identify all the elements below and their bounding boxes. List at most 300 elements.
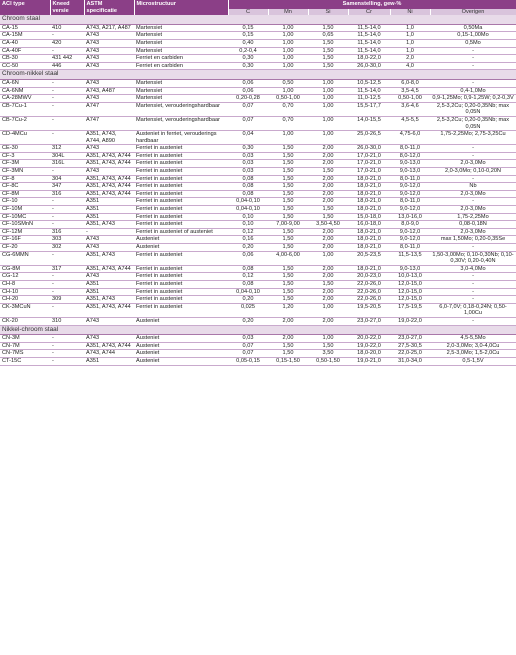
cell-mn: 1,50 xyxy=(268,236,308,244)
cell-c: 0,20 xyxy=(228,244,268,252)
cell-cr: 15,5-17,7 xyxy=(348,102,390,116)
cell-aci-type: CN-3M xyxy=(0,335,50,343)
table-row xyxy=(0,145,516,153)
cell-si: 2,00 xyxy=(308,190,348,198)
cell-ni: 11,5-13,5 xyxy=(390,251,430,265)
cell-aci-type: CA-15 xyxy=(0,24,50,32)
cell-aci-type: CF-3 xyxy=(0,152,50,160)
cell-overigen: 0,08-0,18N xyxy=(430,221,516,229)
cell-cr: 11,5-14,0 xyxy=(348,32,390,40)
cell-aci-type: CF-10MC xyxy=(0,213,50,221)
cell-si: 1,50 xyxy=(308,342,348,350)
cell-aci-type: CA-6NM xyxy=(0,87,50,95)
cell-cr: 23,0-27,0 xyxy=(348,317,390,325)
cell-cr: 17,0-21,0 xyxy=(348,168,390,176)
cell-mn: 1,50 xyxy=(268,160,308,168)
cell-mn: 1,50 xyxy=(268,244,308,252)
cell-microstructuur: Austeniet xyxy=(134,335,228,343)
table-row xyxy=(0,265,516,273)
cell-overigen: - xyxy=(430,273,516,281)
cell-microstructuur: Ferriet in austeniet xyxy=(134,296,228,304)
cell-c: 0,08 xyxy=(228,190,268,198)
cell-aci-type: CF-10SMnN xyxy=(0,221,50,229)
cell-kneed-versie: - xyxy=(50,280,84,288)
cell-overigen: - xyxy=(430,296,516,304)
col-aci-type: ACI type xyxy=(0,0,50,15)
table-row xyxy=(0,213,516,221)
cell-kneed-versie: 316L xyxy=(50,160,84,168)
cell-kneed-versie: - xyxy=(50,198,84,206)
cell-astm: A351, A743, A744 xyxy=(84,190,134,198)
cell-si: 1,50 xyxy=(308,39,348,47)
cell-aci-type: CH-10 xyxy=(0,288,50,296)
cell-cr: 20,5-23,5 xyxy=(348,251,390,265)
cell-c: 0,05-0,15 xyxy=(228,357,268,365)
cell-c: 0,07 xyxy=(228,342,268,350)
cell-microstructuur: Ferriet in austeniet xyxy=(134,288,228,296)
cell-microstructuur: Martensiet xyxy=(134,87,228,95)
table-row xyxy=(0,357,516,365)
cell-overigen: - xyxy=(430,152,516,160)
cell-mn: 1,50 xyxy=(268,168,308,176)
cell-mn: 1,50 xyxy=(268,206,308,214)
cell-mn: 1,50 xyxy=(268,288,308,296)
table-row xyxy=(0,32,516,40)
cell-aci-type: CG-12 xyxy=(0,273,50,281)
cell-cr: 19,0-22,0 xyxy=(348,342,390,350)
cell-overigen: 4,5-5,5Mo xyxy=(430,335,516,343)
cell-c: 0,10 xyxy=(228,213,268,221)
cell-c: 0,03 xyxy=(228,152,268,160)
cell-microstructuur: Ferriet in austeniet xyxy=(134,265,228,273)
cell-overigen: Nb xyxy=(430,183,516,191)
cell-aci-type: CF-8M xyxy=(0,190,50,198)
cell-cr: 20,0-22,0 xyxy=(348,335,390,343)
table-row xyxy=(0,317,516,325)
cell-kneed-versie: 304L xyxy=(50,152,84,160)
cell-microstructuur: Ferriet in austeniet xyxy=(134,168,228,176)
section-header xyxy=(0,15,516,24)
table-row xyxy=(0,335,516,343)
table-row xyxy=(0,251,516,265)
cell-si: 0,65 xyxy=(308,32,348,40)
cell-mn: 1,50 xyxy=(268,183,308,191)
cell-astm: A351, A743, A744 xyxy=(84,183,134,191)
cell-c: 0,06 xyxy=(228,251,268,265)
cell-mn: 2,00 xyxy=(268,317,308,325)
cell-cr: 20,0-23,0 xyxy=(348,273,390,281)
cell-aci-type: CF-3MN xyxy=(0,168,50,176)
table-row xyxy=(0,152,516,160)
cell-ni: 0,50-1,00 xyxy=(390,95,430,103)
cell-si: 2,00 xyxy=(308,145,348,153)
cell-astm: A351, A743, A744 xyxy=(84,265,134,273)
cell-astm: A743 xyxy=(84,335,134,343)
cell-aci-type: CH-8 xyxy=(0,280,50,288)
cell-overigen: - xyxy=(430,62,516,70)
cell-c: 0,08 xyxy=(228,265,268,273)
cell-aci-type: CK-3MCuN xyxy=(0,303,50,317)
cell-mn: 2,00 xyxy=(268,335,308,343)
cell-microstructuur: Austeniet in ferriet, verouderings​hardbaar xyxy=(134,131,228,145)
cell-si: 2,00 xyxy=(308,198,348,206)
header-row xyxy=(0,0,516,9)
cell-c: 0,2-0,4 xyxy=(228,47,268,55)
col-samenstelling: Samenstelling, gew-% xyxy=(228,0,516,9)
cell-ni: 8,0-9,0 xyxy=(390,221,430,229)
cell-c: 0,03 xyxy=(228,335,268,343)
cell-kneed-versie: - xyxy=(50,303,84,317)
cell-microstructuur: Austeniet xyxy=(134,342,228,350)
cell-cr: 18,0-21,0 xyxy=(348,190,390,198)
cell-ni: 19,0-22,0 xyxy=(390,317,430,325)
cell-astm: A743 xyxy=(84,273,134,281)
cell-c: 0,08 xyxy=(228,183,268,191)
table-row xyxy=(0,102,516,116)
cell-overigen: - xyxy=(430,175,516,183)
cell-overigen: 2,0-3,0Mo xyxy=(430,160,516,168)
cell-ni: 9,0-12,0 xyxy=(390,183,430,191)
cell-cr: 10,5-12,5 xyxy=(348,79,390,87)
cell-ni: 4,5-5,5 xyxy=(390,116,430,130)
cell-overigen: 0,15-1,00Mo xyxy=(430,32,516,40)
cell-kneed-versie: - xyxy=(50,102,84,116)
cell-astm: A351, A743 xyxy=(84,251,134,265)
cell-mn: 0,70 xyxy=(268,116,308,130)
cell-si: 1,00 xyxy=(308,116,348,130)
cell-astm: A743 xyxy=(84,55,134,63)
table-row xyxy=(0,131,516,145)
cell-astm: A743 xyxy=(84,32,134,40)
cell-si: 1,00 xyxy=(308,95,348,103)
cell-kneed-versie: - xyxy=(50,335,84,343)
cell-aci-type: CF-10 xyxy=(0,198,50,206)
cell-microstructuur: Martensiet xyxy=(134,32,228,40)
cell-mn: 1,50 xyxy=(268,152,308,160)
cell-ni: 4,0 xyxy=(390,62,430,70)
cell-c: 0,15 xyxy=(228,32,268,40)
table-row xyxy=(0,39,516,47)
cell-overigen: 2,0-3,0Mo; 0,10-0,20N xyxy=(430,168,516,176)
cell-microstructuur: Ferriet in austeniet xyxy=(134,160,228,168)
cell-cr: 22,0-26,0 xyxy=(348,288,390,296)
cell-si: 1,50 xyxy=(308,168,348,176)
cell-c: 0,07 xyxy=(228,102,268,116)
cell-overigen: 1,50-3,00Mo; 0,10-0,30Nb; 0,10-0,30V; 0,20-0,40N xyxy=(430,251,516,265)
cell-astm: A351, A743, A744 xyxy=(84,303,134,317)
cell-kneed-versie: - xyxy=(50,213,84,221)
table-row xyxy=(0,236,516,244)
col-mn: Mn xyxy=(268,9,308,16)
cell-cr: 16,0-18,0 xyxy=(348,221,390,229)
cell-astm: A743 xyxy=(84,236,134,244)
cell-cr: 18,0-21,0 xyxy=(348,228,390,236)
cell-aci-type: CC-50 xyxy=(0,62,50,70)
section-header xyxy=(0,325,516,335)
cell-astm: A743 xyxy=(84,145,134,153)
col-ni: Ni xyxy=(390,9,430,16)
cell-overigen: 2,5-3,2Cu; 0,20-0,35Nb; max 0,05N xyxy=(430,116,516,130)
cell-astm: A351, A743, A744 xyxy=(84,160,134,168)
cell-overigen: 2,0-3,0Mo xyxy=(430,228,516,236)
cell-c: 0,12 xyxy=(228,228,268,236)
cell-cr: 11,5-14,0 xyxy=(348,87,390,95)
table-row xyxy=(0,47,516,55)
section-title: Chroom staal xyxy=(0,15,516,24)
cell-microstructuur: Ferriet in austeniet xyxy=(134,280,228,288)
cell-mn: 1,00 xyxy=(268,131,308,145)
col-si: Si xyxy=(308,9,348,16)
cell-c: 0,20 xyxy=(228,296,268,304)
cell-cr: 11,5-14,0 xyxy=(348,39,390,47)
cell-c: 0,04-0,10 xyxy=(228,198,268,206)
cell-astm: A351 xyxy=(84,206,134,214)
cell-overigen: 2,0-3,0Mo xyxy=(430,190,516,198)
table-row xyxy=(0,116,516,130)
cell-aci-type: CK-20 xyxy=(0,317,50,325)
cell-aci-type: CA-15M xyxy=(0,32,50,40)
cell-astm: A351 xyxy=(84,288,134,296)
cell-cr: 18,0-21,0 xyxy=(348,198,390,206)
cell-si: 1,50 xyxy=(308,55,348,63)
cell-astm: A743, A487 xyxy=(84,87,134,95)
cell-mn: 1,20 xyxy=(268,303,308,317)
cell-kneed-versie: - xyxy=(50,273,84,281)
cell-c: 0,15 xyxy=(228,24,268,32)
cell-c: 0,30 xyxy=(228,145,268,153)
cell-si: 2,00 xyxy=(308,152,348,160)
cell-cr: 17,0-21,0 xyxy=(348,160,390,168)
cell-c: 0,025 xyxy=(228,303,268,317)
section-title: Nikkel-chroom staal xyxy=(0,325,516,335)
cell-overigen: 6,0-7,0V; 0,18-0,24N; 0,50-1,00Cu xyxy=(430,303,516,317)
table-row xyxy=(0,55,516,63)
cell-ni: 1,0 xyxy=(390,39,430,47)
cell-kneed-versie: 310 xyxy=(50,317,84,325)
cell-kneed-versie: 304 xyxy=(50,175,84,183)
cell-kneed-versie: 431 442 xyxy=(50,55,84,63)
cell-microstructuur: Ferriet in austeniet xyxy=(134,152,228,160)
cell-cr: 26,0-30,0 xyxy=(348,62,390,70)
table-row xyxy=(0,198,516,206)
table-row xyxy=(0,175,516,183)
cell-aci-type: CF-3M xyxy=(0,160,50,168)
cell-overigen: - xyxy=(430,47,516,55)
cell-c: 0,04-0,10 xyxy=(228,206,268,214)
cell-kneed-versie: 410 xyxy=(50,24,84,32)
table-row xyxy=(0,228,516,236)
cell-si: 1,50 xyxy=(308,206,348,214)
cell-si: 1,50 xyxy=(308,24,348,32)
cell-kneed-versie: 316 xyxy=(50,228,84,236)
cell-kneed-versie: - xyxy=(50,87,84,95)
cell-mn: 1,50 xyxy=(268,265,308,273)
cell-si: 2,00 xyxy=(308,317,348,325)
cell-microstructuur: Martensiet xyxy=(134,95,228,103)
cell-kneed-versie: 303 xyxy=(50,236,84,244)
cell-overigen: 2,5-3,0Mo; 1,5-2,0Cu xyxy=(430,350,516,358)
cell-ni: 22,0-25,0 xyxy=(390,350,430,358)
cell-ni: 13,0-16,0 xyxy=(390,213,430,221)
cell-astm: A747 xyxy=(84,116,134,130)
cell-ni: 17,5-19,5 xyxy=(390,303,430,317)
cell-ni: 9,0-12,0 xyxy=(390,236,430,244)
cell-microstructuur: Austeniet xyxy=(134,236,228,244)
table-row xyxy=(0,95,516,103)
cell-astm: A743 xyxy=(84,95,134,103)
cell-c: 0,08 xyxy=(228,175,268,183)
cell-overigen: 0,50Ma xyxy=(430,24,516,32)
cell-aci-type: CA-40 xyxy=(0,39,50,47)
cell-si: 1,00 xyxy=(308,131,348,145)
cell-microstructuur: Ferriet in austeniet xyxy=(134,213,228,221)
table-row xyxy=(0,79,516,87)
cell-astm: A351, A743, A744 xyxy=(84,152,134,160)
cell-si: 2,00 xyxy=(308,183,348,191)
cell-c: 0,30 xyxy=(228,55,268,63)
cell-astm: A743 xyxy=(84,79,134,87)
cell-aci-type: CT-15C xyxy=(0,357,50,365)
cell-overigen: 2,5-3,2Cu; 0,20-0,35Nb; max 0,05N xyxy=(430,102,516,116)
cell-ni: 12,0-15,0 xyxy=(390,280,430,288)
cell-microstructuur: Martensiet xyxy=(134,24,228,32)
cell-mn: 1,50 xyxy=(268,228,308,236)
cell-mn: 1,50 xyxy=(268,280,308,288)
cell-cr: 18,0-21,0 xyxy=(348,236,390,244)
cell-kneed-versie: 309 xyxy=(50,296,84,304)
cell-overigen: 2,0-3,0Mo; 3,0-4,0Cu xyxy=(430,342,516,350)
cell-aci-type: CE-30 xyxy=(0,145,50,153)
cell-overigen: 0,9-1,25Mo; 0,9-1,25W; 0,2-0,3V xyxy=(430,95,516,103)
cell-kneed-versie: 420 xyxy=(50,39,84,47)
cell-c: 0,10 xyxy=(228,221,268,229)
cell-c: 0,12 xyxy=(228,273,268,281)
cell-overigen: - xyxy=(430,198,516,206)
table-row xyxy=(0,288,516,296)
section-header xyxy=(0,70,516,80)
cell-aci-type: CG-8M xyxy=(0,265,50,273)
cell-microstructuur: Martensiet, veroudering​shardbaar xyxy=(134,116,228,130)
cell-overigen: 0,4-1,0Mo xyxy=(430,87,516,95)
cell-ni: 6,0-8,0 xyxy=(390,79,430,87)
cell-mn: 1,00 xyxy=(268,87,308,95)
cell-si: 2,00 xyxy=(308,265,348,273)
cell-ni: 9,0-12,0 xyxy=(390,190,430,198)
cell-ni: 3,5-4,5 xyxy=(390,87,430,95)
cell-ni: 8,0-11,0 xyxy=(390,145,430,153)
table-body xyxy=(0,15,516,365)
cell-astm: A743 xyxy=(84,62,134,70)
cell-c: 0,07 xyxy=(228,116,268,130)
cell-microstructuur: Martensiet xyxy=(134,47,228,55)
cell-overigen: - xyxy=(430,79,516,87)
section-title: Chroom-nikkel staal xyxy=(0,70,516,80)
cell-kneed-versie: 316 xyxy=(50,190,84,198)
cell-overigen: 3,0-4,0Mo xyxy=(430,265,516,273)
cell-cr: 22,0-26,0 xyxy=(348,296,390,304)
cell-si: 2,00 xyxy=(308,296,348,304)
table-row xyxy=(0,303,516,317)
cell-astm: A351 xyxy=(84,357,134,365)
cell-overigen: 1,75-2,25Mo xyxy=(430,213,516,221)
cell-mn: 0,50-1,00 xyxy=(268,95,308,103)
cell-ni: 8,0-11,0 xyxy=(390,175,430,183)
cell-kneed-versie: - xyxy=(50,206,84,214)
cell-mn: 4,00-6,00 xyxy=(268,251,308,265)
cell-aci-type: CA-28MWV xyxy=(0,95,50,103)
cell-mn: 1,50 xyxy=(268,350,308,358)
cell-microstructuur: Martensiet, veroudering​shardbaar xyxy=(134,102,228,116)
table-row xyxy=(0,168,516,176)
cell-overigen: - xyxy=(430,145,516,153)
cell-mn: 1,00 xyxy=(268,55,308,63)
cell-kneed-versie: - xyxy=(50,357,84,365)
cell-aci-type: CB-30 xyxy=(0,55,50,63)
cell-mn: 1,00 xyxy=(268,62,308,70)
cell-cr: 18,0-21,0 xyxy=(348,175,390,183)
cell-astm: A351 xyxy=(84,198,134,206)
cell-microstructuur: Ferriet en carbiden xyxy=(134,55,228,63)
cell-microstructuur: Ferriet in austeniet xyxy=(134,198,228,206)
cell-cr: 18,0-21,0 xyxy=(348,183,390,191)
cell-ni: 3,6-4,6 xyxy=(390,102,430,116)
cell-mn: 1,50 xyxy=(268,296,308,304)
cell-ni: 12,0-15,0 xyxy=(390,288,430,296)
cell-kneed-versie: - xyxy=(50,251,84,265)
cell-overigen: 1,75-2,25Mo; 2,75-3,25Cu xyxy=(430,131,516,145)
cell-cr: 17,0-21,0 xyxy=(348,152,390,160)
cell-astm: - xyxy=(84,228,134,236)
cell-overigen: - xyxy=(430,55,516,63)
col-microstructuur: Microstructuur xyxy=(134,0,228,15)
cell-mn: 1,50 xyxy=(268,190,308,198)
cell-microstructuur: Austeniet xyxy=(134,244,228,252)
cell-astm: A351, A743, A744 xyxy=(84,175,134,183)
cell-aci-type: CF-20 xyxy=(0,244,50,252)
cell-c: 0,40 xyxy=(228,39,268,47)
cell-mn: 1,50 xyxy=(268,198,308,206)
cell-si: 3,50 xyxy=(308,350,348,358)
cell-ni: 12,0-15,0 xyxy=(390,296,430,304)
cell-microstructuur: Ferriet en carbiden xyxy=(134,62,228,70)
cell-c: 0,03 xyxy=(228,160,268,168)
col-cr: Cr xyxy=(348,9,390,16)
cell-overigen: 0,5-1,5V xyxy=(430,357,516,365)
cell-kneed-versie: 446 xyxy=(50,62,84,70)
cell-kneed-versie: - xyxy=(50,95,84,103)
cell-cr: 22,0-26,0 xyxy=(348,280,390,288)
cell-microstructuur: Ferriet in austeniet xyxy=(134,273,228,281)
cell-ni: 1,0 xyxy=(390,32,430,40)
cell-aci-type: CG-6MMN xyxy=(0,251,50,265)
cell-si: 0,50-1,50 xyxy=(308,357,348,365)
cell-astm: A743 xyxy=(84,39,134,47)
cell-cr: 11,0-12,5 xyxy=(348,95,390,103)
cell-aci-type: CF-8 xyxy=(0,175,50,183)
cell-mn: 1,50 xyxy=(268,213,308,221)
cell-si: 1,00 xyxy=(308,79,348,87)
cell-c: 0,30 xyxy=(228,62,268,70)
table-row xyxy=(0,221,516,229)
cell-astm: A743 xyxy=(84,317,134,325)
cell-si: 2,00 xyxy=(308,175,348,183)
cell-overigen: - xyxy=(430,288,516,296)
cell-si: 1,50 xyxy=(308,62,348,70)
cell-mn: 0,70 xyxy=(268,102,308,116)
cell-si: 1,50 xyxy=(308,47,348,55)
cell-ni: 23,0-27,0 xyxy=(390,335,430,343)
cell-ni: 9,0-13,0 xyxy=(390,160,430,168)
